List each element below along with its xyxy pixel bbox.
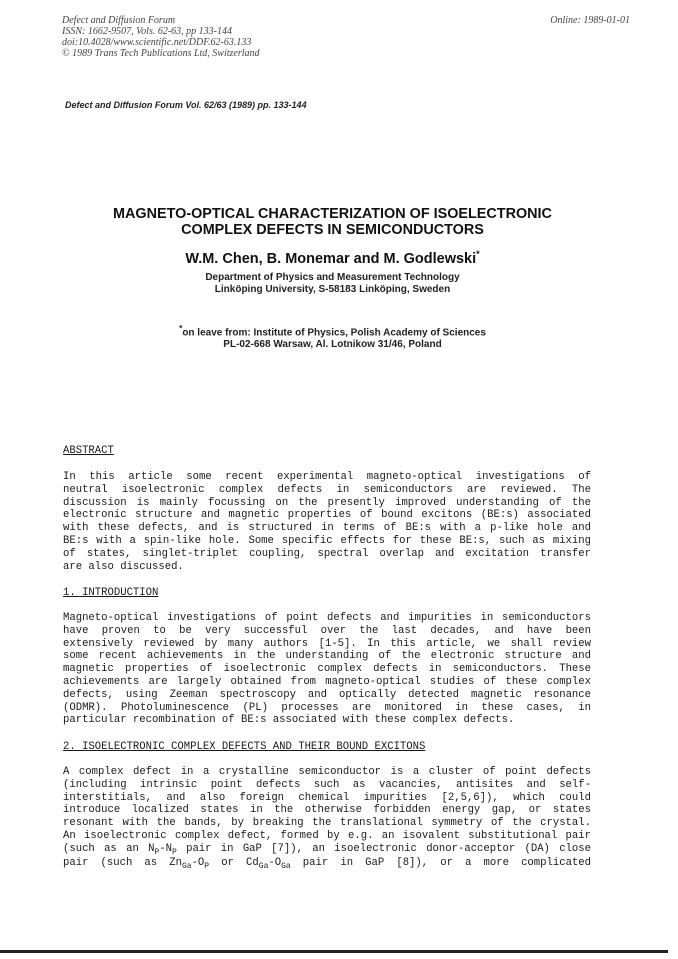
leave-footnote-mark: * [179, 323, 183, 333]
text-line: particular recombination of BE:s associated with these complex defects. [63, 714, 515, 727]
title-line: MAGNETO-OPTICAL CHARACTERIZATION OF ISOELECTRONIC [113, 206, 552, 222]
abstract-heading: ABSTRACT [63, 445, 114, 457]
subscript: P [154, 847, 160, 857]
text-line: (ODMR). Photoluminescence (PL) processes are monitored in these cases, in [63, 701, 591, 714]
title-line: COMPLEX DEFECTS IN SEMICONDUCTORS [181, 222, 484, 238]
header-copyright: © 1989 Trans Tech Publications Ltd, Switzerland [62, 48, 260, 59]
text-line: extensively reviewed by many authors [1-5]. In this article, we shall review [63, 637, 591, 650]
affiliation-line: Department of Physics and Measurement Technology [205, 272, 460, 283]
authors-text: W.M. Chen, B. Monemar and M. Godlewski [185, 251, 477, 267]
affiliation-line: Linköping University, S-58183 Linköping, Sweden [214, 284, 451, 295]
page-bottom-rule [0, 950, 668, 953]
text-line: are also discussed. [63, 560, 184, 573]
header-doi[interactable]: doi:10.4028/www.scientific.net/DDF.62-63.133 [62, 37, 252, 48]
text-line: introduce localized states in the otherwise forbidden energy gap, or states [63, 804, 591, 817]
text-line: of states, singlet-triplet coupling, spectral overlap and excitation transfer [63, 547, 591, 560]
header-journal: Defect and Diffusion Forum [62, 15, 176, 26]
leave-text: on leave from: Institute of Physics, Polish Academy of Sciences [182, 327, 486, 339]
text-line: interstitials, and also foreign chemical impurities [2,5,6]), which could [63, 791, 591, 804]
text-line: magnetic properties of isoelectronic complex defects in semiconductors. These [63, 663, 591, 676]
subscript: P [204, 861, 210, 871]
affiliation [60, 272, 605, 296]
leave-line: PL-02-668 Warsaw, Al. Lotnikow 31/46, Poland [223, 339, 442, 351]
text-line: neutral isoelectronic complex defects in semiconductors are reviewed. The [63, 483, 591, 496]
text-line: some recent achievements in the understanding of the electronic structure and [63, 650, 591, 663]
text-fragment: (such as an N [63, 842, 155, 855]
text-line [63, 857, 591, 871]
text-line: with these defects, and is structured in terms of BE:s with a p-like hole and [63, 522, 591, 535]
author-list [60, 251, 605, 267]
text-line: Magneto-optical investigations of point defects and impurities in semiconductors [63, 612, 591, 624]
introduction-heading: 1. INTRODUCTION [63, 587, 159, 599]
section-2-heading: 2. ISOELECTRONIC COMPLEX DEFECTS AND THEIR BOUND EXCITONS [63, 741, 426, 753]
text-fragment: pair (such as Zn [63, 856, 182, 869]
text-line: A complex defect in a crystalline semiconductor is a cluster of point defects [63, 766, 591, 778]
text-line: An isoelectronic complex defect, formed by e.g. an isovalent substitutional pair [63, 829, 591, 842]
leave-line [60, 322, 605, 339]
text-fragment: -O [191, 856, 205, 869]
author-footnote-mark: * [476, 249, 480, 259]
text-line: have proven to be very successful over the last decades, and have been [63, 624, 591, 637]
text-fragment: -N [159, 842, 172, 855]
subscript: Ga [181, 861, 192, 871]
introduction-paragraph [63, 612, 591, 727]
publication-header [62, 15, 260, 59]
paper-title [60, 206, 605, 238]
text-fragment: or Cd [209, 856, 259, 869]
header-issn: ISSN: 1662-9507, Vols. 62-63, pp 133-144 [62, 26, 232, 37]
text-line: resonant with the bands, by breaking the translational symmetry of the crystal. [63, 817, 591, 830]
subscript: Ga [258, 861, 269, 871]
text-line: (including intrinsic point defects such as vacancies, antisites and self- [63, 778, 591, 791]
text-fragment: pair in GaP [8]), or a more complicated [290, 856, 591, 869]
subscript: P [171, 847, 177, 857]
text-fragment: pair in GaP [7]), an isoelectronic donor-acceptor (DA) close [176, 842, 591, 855]
text-line: achievements are largely obtained from magneto-optical studies of these complex [63, 675, 591, 688]
subscript: Ga [281, 861, 291, 871]
text-line: discussion is mainly focussing on the presently improved understanding of the [63, 496, 591, 509]
leave-note [60, 322, 605, 351]
journal-citation: Defect and Diffusion Forum Vol. 62/63 (1989) pp. 133-144 [65, 100, 307, 110]
online-date: Online: 1989-01-01 [550, 15, 630, 26]
abstract-paragraph [63, 471, 591, 573]
section-2-paragraph [63, 766, 591, 871]
text-fragment: -O [268, 856, 282, 869]
text-line [63, 843, 591, 857]
text-line: BE:s with a spin-like hole. Some specific effects for these BE:s, such as mixing [63, 534, 591, 547]
text-line: electronic structure and magnetic properties of bound excitons (BE:s) associated [63, 509, 591, 522]
text-line: In this article some recent experimental magneto-optical investigations of [63, 471, 591, 483]
text-line: defects, using Zeeman spectroscopy and optically detected magnetic resonance [63, 688, 591, 701]
